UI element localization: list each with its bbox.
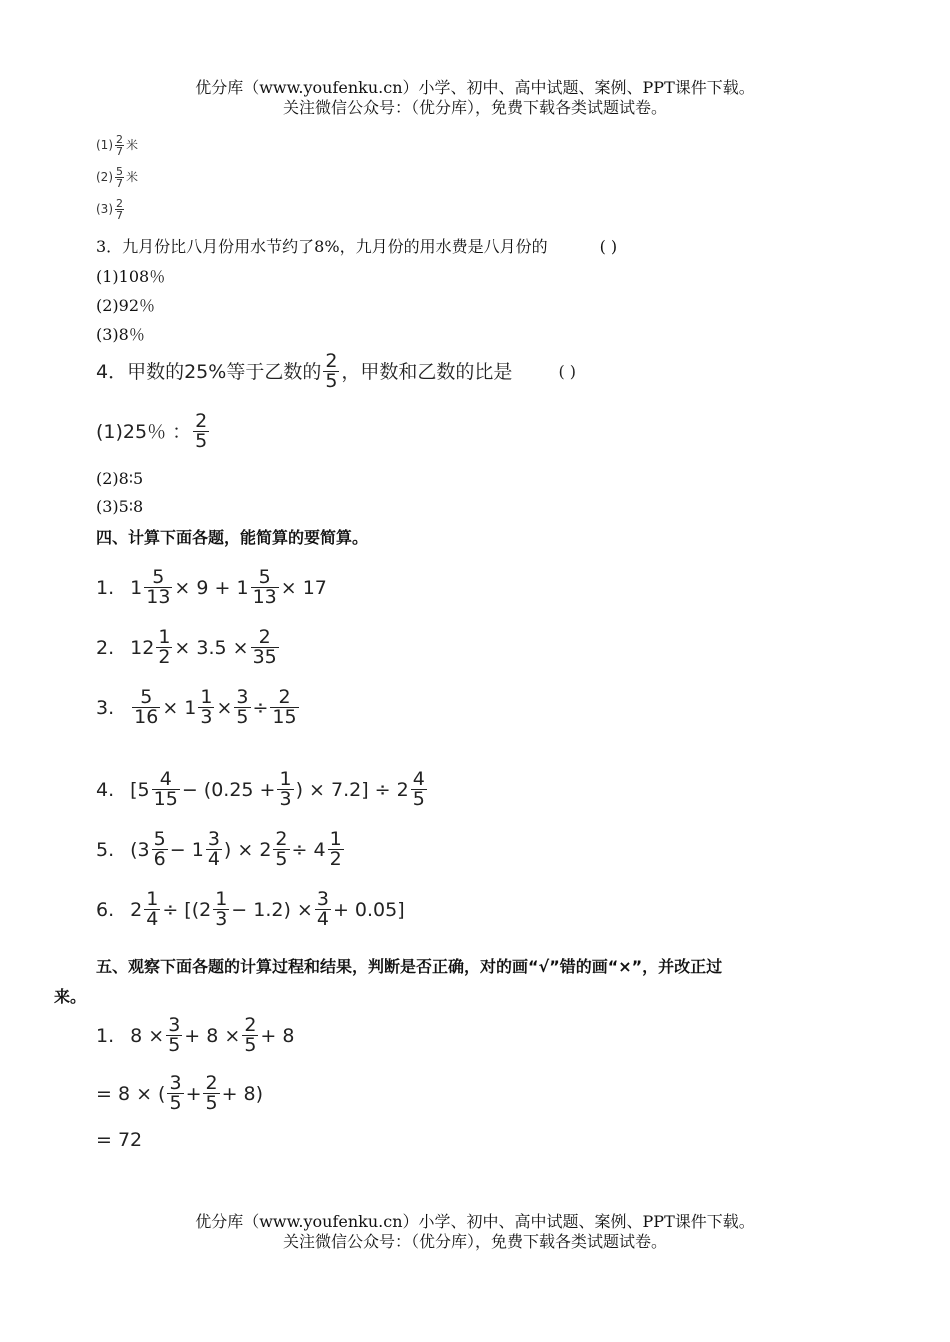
footer-line-2: 关注微信公众号：（优分库），免费下载各类试题试卷。: [282, 1232, 667, 1251]
judge-problem-1-line-2: = 8 × ( $\frac{3}{5}$ + $\frac{2}{5}$ + 8): [96, 1072, 264, 1114]
judge-problem-1-line-3: = 72: [96, 1129, 143, 1151]
calc-problem-3: 3. $\frac{5}{16}$ × 1 $\frac{1}{3}$ × $\frac{3}{5}$ ÷ $\frac{2}{15}$: [96, 686, 297, 728]
calc-problem-5: 5. (3 $\frac{5}{6}$ − 1 $\frac{3}{4}$ ) × 2 $\frac{2}{5}$ ÷ 4 $\frac{1}{2}$: [96, 828, 342, 870]
footer-line-1: 优分库（www.youfenku.cn）小学、初中、高中试题、案例、PPT课件下载。: [195, 1212, 755, 1231]
q3-option-3: (3)8％: [96, 325, 145, 344]
calc-problem-6: 6. 2 $\frac{1}{4}$ ÷ [(2 $\frac{1}{3}$ − 1.2) × $\frac{3}{4}$ + 0.05]: [96, 888, 405, 930]
q4-option-3: (3)5∶8: [96, 497, 144, 516]
calc-problem-4: 4. [5 $\frac{4}{15}$ − (0.25 + $\frac{1}{3}$ ) × 7.2] ÷ 2 $\frac{4}{5}$: [96, 768, 425, 810]
q3-answer-blank: ( ): [599, 237, 618, 256]
section-5-title-line-2: 来。: [54, 987, 87, 1006]
calc-problem-1: 1. 1 $\frac{5}{13}$ × 9 + 1 $\frac{5}{13}$ × 17: [96, 566, 327, 608]
q3-stem: 3．九月份比八月份用水节约了8%，九月份的用水费是八月份的 ( ): [96, 237, 618, 256]
q4-answer-blank: ( ): [558, 361, 577, 381]
section-4-title: 四、计算下面各题，能简算的要简算。: [96, 528, 369, 547]
calc-problem-2: 2. 12 $\frac{1}{2}$ × 3.5 × $\frac{2}{35}$: [96, 626, 277, 668]
judge-problem-1-line-1: 1. 8 × $\frac{3}{5}$ + 8 × $\frac{2}{5}$ + 8: [96, 1014, 295, 1056]
q2-option-3: (3) $\frac{2}{7}$: [96, 197, 123, 222]
q2-option-2: (2) $\frac{5}{7}$ 米: [96, 165, 139, 190]
q4-option-2: (2)8∶5: [96, 469, 144, 488]
q3-option-2: (2)92％: [96, 296, 156, 315]
q4-stem: 4．甲数的25%等于乙数的 $\frac{2}{5}$ ，甲数和乙数的比是 ( ): [96, 350, 577, 392]
section-5-title-line-1: 五、观察下面各题的计算过程和结果，判断是否正确，对的画“√”错的画“×”，并改正过: [96, 957, 723, 976]
q4-option-1: (1)25％ ： $\frac{2}{5}$: [96, 410, 208, 452]
header-line-2: 关注微信公众号：（优分库），免费下载各类试题试卷。: [282, 98, 667, 117]
q3-option-1: (1)108％: [96, 267, 166, 286]
header-line-1: 优分库（www.youfenku.cn）小学、初中、高中试题、案例、PPT课件下载。: [195, 78, 755, 97]
q2-option-1: (1) $\frac{2}{7}$ 米: [96, 133, 139, 158]
